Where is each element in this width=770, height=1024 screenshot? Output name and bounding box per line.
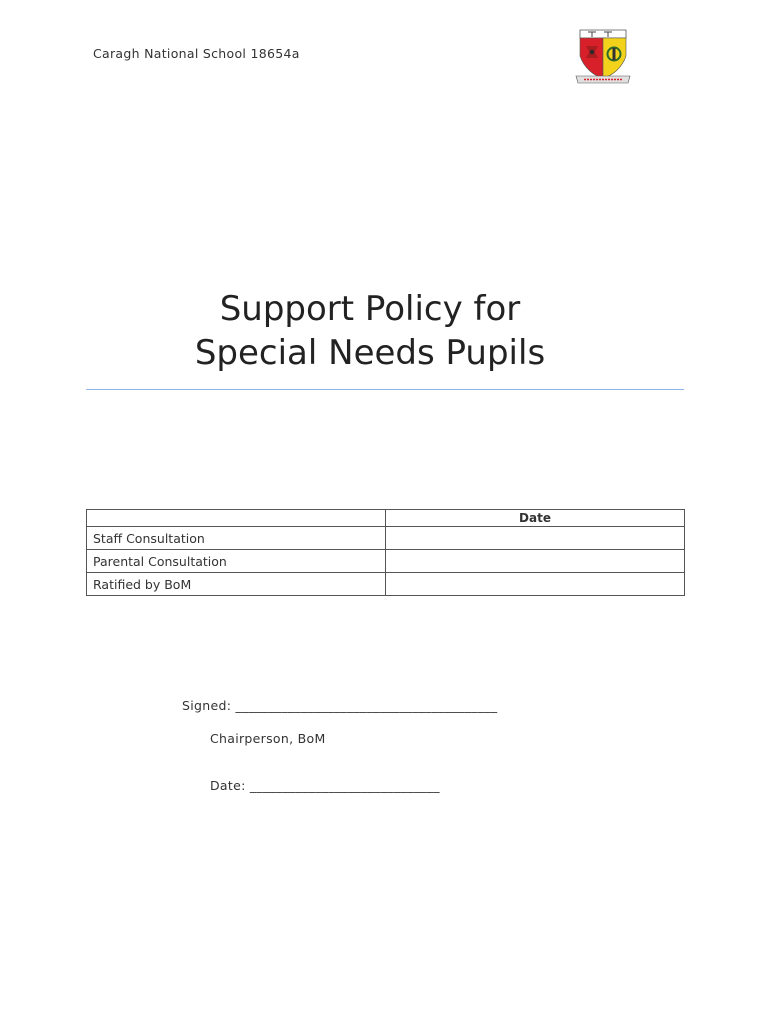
row-label-staff-consultation: Staff Consultation bbox=[87, 527, 386, 550]
row-date-ratified-by-bom bbox=[386, 573, 685, 596]
title-divider bbox=[86, 389, 684, 390]
date-signature-line: Date: _____________________________ bbox=[210, 778, 440, 793]
school-crest-icon bbox=[574, 22, 632, 86]
table-header-date: Date bbox=[386, 510, 685, 527]
row-label-parental-consultation: Parental Consultation bbox=[87, 550, 386, 573]
table-row bbox=[87, 550, 685, 573]
document-title bbox=[170, 287, 570, 375]
row-date-parental-consultation bbox=[386, 550, 685, 573]
title-line-2: Special Needs Pupils bbox=[194, 333, 546, 373]
approval-table bbox=[86, 509, 685, 596]
table-row bbox=[87, 527, 685, 550]
signatory-role: Chairperson, BoM bbox=[210, 731, 326, 746]
title-line-1: Support Policy for bbox=[219, 289, 521, 329]
row-date-staff-consultation bbox=[386, 527, 685, 550]
signed-line: Signed: ________________________________________ bbox=[182, 698, 498, 713]
school-name-header: Caragh National School 18654a bbox=[93, 46, 300, 61]
table-row bbox=[87, 573, 685, 596]
row-label-ratified-by-bom: Ratified by BoM bbox=[87, 573, 386, 596]
table-header-row bbox=[87, 510, 685, 527]
table-header-blank bbox=[87, 510, 386, 527]
